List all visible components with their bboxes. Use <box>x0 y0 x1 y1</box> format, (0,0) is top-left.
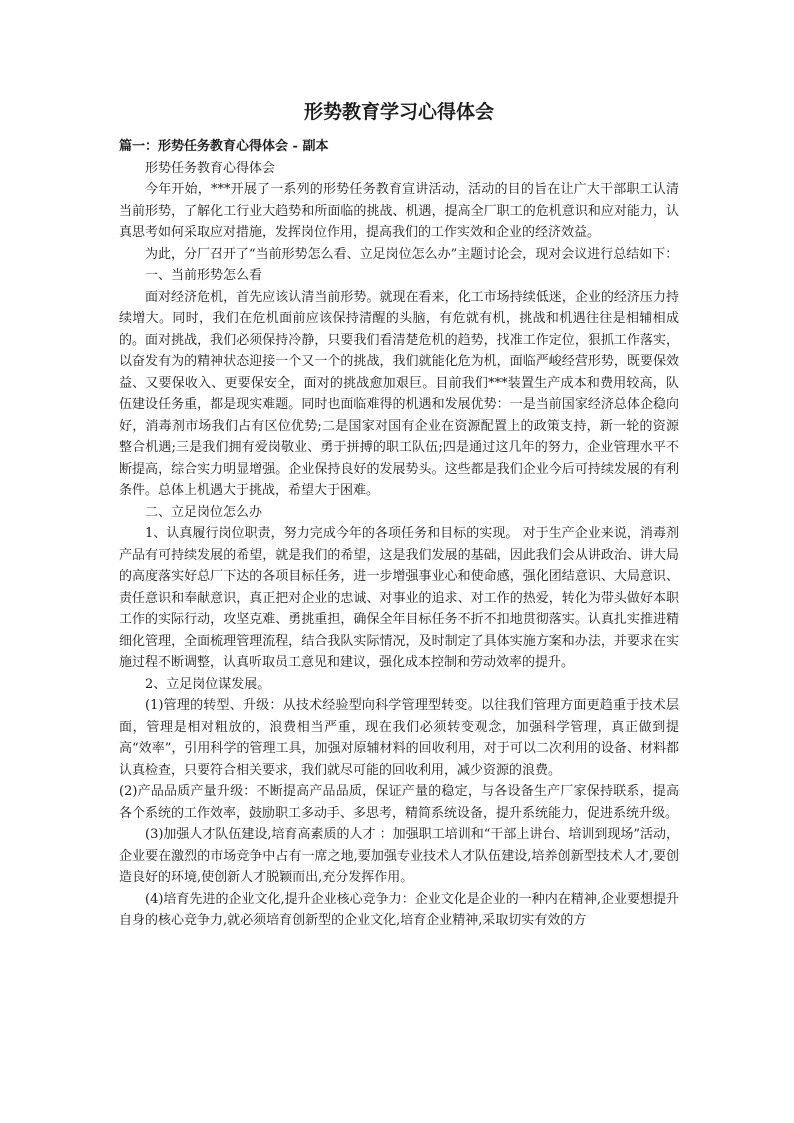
heading-development: 2、立足岗位谋发展。 <box>145 676 271 692</box>
paragraph: (1)管理的转型、升级：从技术经验型向科学管理型转变。以往我们管理方面更趋重于技术层面，管理是相对粗放的，浪费相当严重，现在我们必须转变观念，加强科学管理，真正做到提高“效率”，引用科学的管理工具，加强对原辅材料的回收利用，对于可以二次利用的设备、材料都认真检查，只要符合相关要求，我们就尽可能的回收利用，减少资源的浪费。 <box>119 698 679 778</box>
document-title: 形势教育学习心得体会 <box>303 101 494 123</box>
heading-what-to-do: 二、立足岗位怎么办 <box>145 504 263 520</box>
paragraph: (3)加强人才队伍建设,培育高素质的人才 ：加强职工培训和“干部上讲台、培训到现场”活动，企业要在激烈的市场竞争中占有一席之地,要加强专业技术人才队伍建设,培养创新型技术人才,要创造良好的环境,使创新人才脱颖而出,充分发挥作用。 <box>119 827 679 885</box>
paragraph: (2)产品品质产量升级：不断提高产品品质，保证产量的稳定，与各设备生产厂家保持联系，提高各个系统的工作效率，鼓励职工多动手、多思考，精简系统设备，提升系统能力，促进系统升级。 <box>119 784 679 821</box>
document-subtitle: 形势任务教育心得体会 <box>145 160 276 176</box>
heading-current-situation: 一、当前形势怎么看 <box>145 268 263 283</box>
paragraph: 今年开始，***开展了一系列的形势任务教育宣讲活动，活动的目的旨在让广大干部职工认清当前形势，了解化工行业大趋势和所面临的挑战、机遇，提高全厂职工的危机意识和应对能力，认真思考如何采取应对措施，发挥岗位作用，提高我们的工作实效和企业的经济效益。 <box>119 182 679 240</box>
paragraph: (4)培育先进的企业文化,提升企业核心竞争力：企业文化是企业的一种内在精神,企业要想提升自身的核心竞争力,就必须培育创新型的企业文化,培育企业精神,采取切实有效的方 <box>119 891 679 928</box>
paragraph: 面对经济危机，首先应该认清当前形势。就现在看来，化工市场持续低迷，企业的经济压力持续增大。同时，我们在危机面前应该保持清醒的头脑，有危就有机，挑战和机遇往往是相辅相成的。面对挑战，我们必须保持冷静，只要我们看清楚危机的趋势，找准工作定位，狠抓工作落实，以奋发有为的精神状态迎接一个又一个的挑战，我们就能化危为机，面临严峻经营形势，既要保效益、又要保收入、更要保安全，面对的挑战愈加艰巨。目前我们***装置生产成本和费用较高，队伍建设任务重，都是现实难题。同时也面临难得的机遇和发展优势：一是当前国家经济总体企稳向好，消毒剂市场我们占有区位优势;二是国家对国有企业在资源配置上的政策支持，新一轮的资源整合机遇;三是我们拥有爱岗敬业、勇于拼搏的职工队伍;四是通过这几年的努力，企业管理水平不断提高，综合实力明显增强。企业保持良好的发展势头。这些都是我们企业今后可持续发展的有利条件。总体上机遇大于挑战，希望大于困难。 <box>119 289 679 498</box>
document-page <box>119 100 679 932</box>
section-heading: 篇一：形势任务教育心得体会 - 副本 <box>119 139 329 154</box>
paragraph: 1、认真履行岗位职责，努力完成今年的各项任务和目标的实现。 对于生产企业来说，消毒剂产品有可持续发展的希望，就是我们的希望，这是我们发展的基础，因此我们会从讲政治、讲大局的高度落实好总厂下达的各项目标任务，进一步增强事业心和使命感，强化团结意识、大局意识、责任意识和奉献意识，真正把对企业的忠诚、对事业的追求、对工作的热爱，转化为带头做好本职工作的实际行动，攻坚克难、勇挑重担，确保全年目标任务不折不扣地贯彻落实。认真扎实推进精细化管理，全面梳理管理流程，结合我队实际情况，及时制定了具体实施方案和办法，并要求在实施过程不断调整，认真听取员工意见和建议，强化成本控制和劳动效率的提升。 <box>119 526 679 670</box>
paragraph: 为此，分厂召开了“当前形势怎么看、立足岗位怎么办”主题讨论会，现对会议进行总结如下： <box>145 246 679 262</box>
